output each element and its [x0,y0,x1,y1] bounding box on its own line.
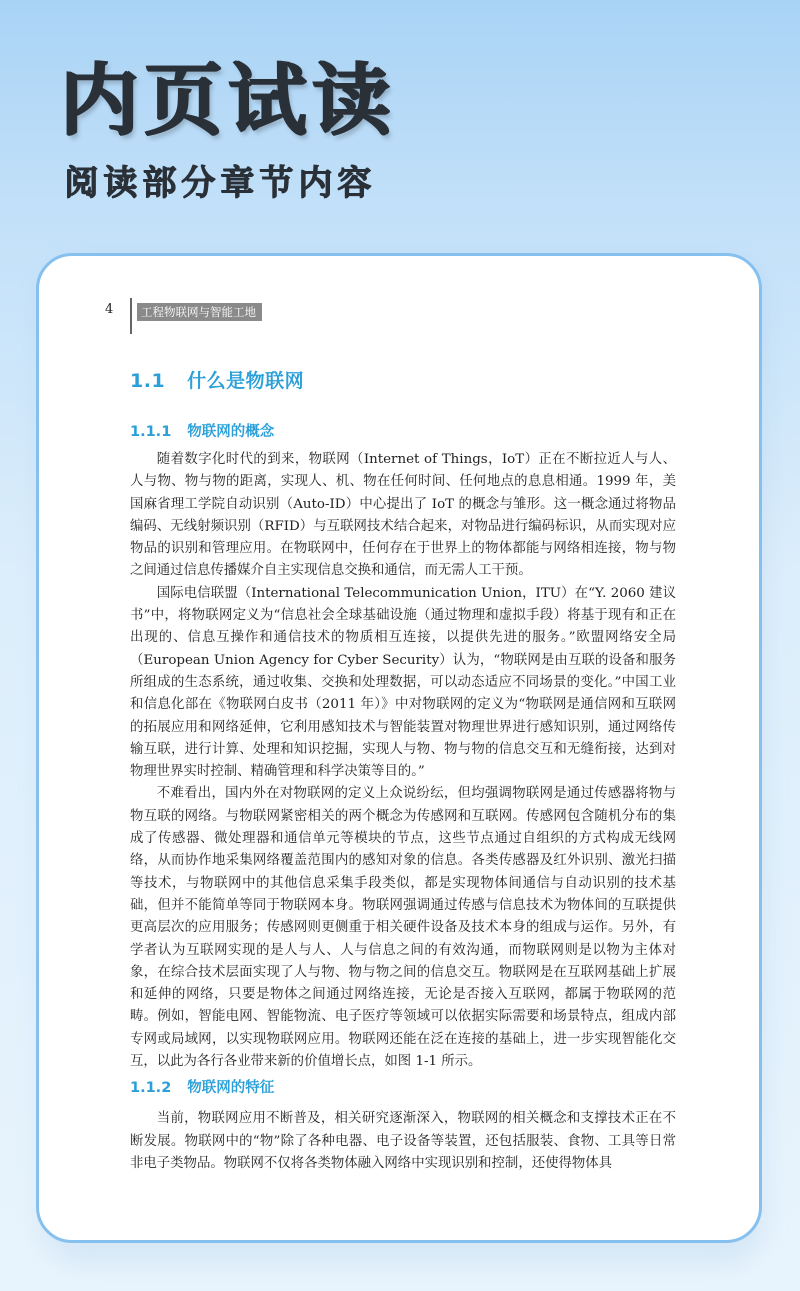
subsection-heading-2 [130,1077,676,1099]
section-number: 1.1 [130,370,166,392]
subsection-number: 1.1.2 [130,1080,172,1097]
paragraph: 不难看出，国内外在对物联网的定义上众说纷纭，但均强调物联网是通过传感器将物与物互联的网络。与物联网紧密相关的两个概念为传感网和互联网。传感网包含随机分布的集成了传感器、微处理器和通信单元等模块的节点，这些节点通过自组织的方式构成无线网络，从而协作地采集网络覆盖范围内的感知对象的信息。各类传感器及红外识别、激光扫描等技术，与物联网中的其他信息采集手段类似，都是实现物体间通信与自动识别的技术基础，但并不能简单等同于物联网本身。物联网强调通过传感与信息技术为物体间的互联提供更高层次的应用服务；传感网则更侧重于相关硬件设备及技术本身的组成与运作。另外，有学者认为互联网实现的是人与人、人与信息之间的有效沟通，而物联网则是以物为主体对象，在综合技术层面实现了人与物、物与物之间的信息交互。物联网是在互联网基础上扩展和延伸的网络，只要是物体之间通过网络连接，无论是否接入互联网，都属于物联网的范畴。例如，智能电网、智能物流、电子医疗等领域可以依据实际需要和场景特点，组成内部专网或局域网，以实现物联网应用。物联网还能在泛在连接的基础上，进一步实现智能化交互，以此为各行各业带来新的价值增长点，如图 1-1 所示。 [130,786,676,1070]
subsection-heading-1 [130,421,676,443]
banner-title: 内页试读 [60,56,397,146]
running-title: 工程物联网与智能工地 [137,303,262,321]
banner-subtitle: 阅读部分章节内容 [64,163,376,203]
page-header [39,256,759,336]
subsection-title: 物联网的概念 [187,424,275,440]
paragraph: 随着数字化时代的到来，物联网（Internet of Things，IoT）正在不断拉近人与人、人与物、物与物的距离，实现人、机、物在任何时间、任何地点的息息相通。1999 年，美国麻省理工学院自动识别（Auto-ID）中心提出了 IoT 的概念与雏形。这一概念通过将物品编码、无线射频识别（RFID）与互联网技术结合起来，对物品进行编码标识，从而实现对应物品的识别和管理应用。在物联网中，任何存在于世界上的物体都能与网络相连接，物与物之间通过信息传播媒介自主实现信息交换和通信，而无需人工干预。 [130,452,676,579]
subsection-number: 1.1.1 [130,424,172,440]
page-number: 4 [105,302,114,317]
page-content [130,368,676,1175]
subsection-title: 物联网的特征 [187,1080,275,1097]
header-divider [130,298,132,334]
book-page-card[interactable] [36,253,762,1243]
paragraph: 当前，物联网应用不断普及，相关研究逐渐深入，物联网的相关概念和支撑技术正在不断发展。物联网中的“物”除了各种电器、电子设备等装置，还包括服装、食物、工具等日常非电子类物品。物联网不仅将各类物体融入网络中实现识别和控制，还使得物体具 [130,1111,676,1171]
section-title: 什么是物联网 [187,370,305,392]
section-heading [130,368,676,394]
paragraph: 国际电信联盟（International Telecommunication Union，ITU）在“Y. 2060 建议书”中，将物联网定义为“信息社会全球基础设施（通过物理和虚拟手段）将基于现有和正在出现的、信息互操作和通信技术的物质相互连接，以提供先进的服务。”欧盟网络安全局（European Union Agency for Cyber Security）认为，“物联网是由互联的设备和服务所组成的生态系统，通过收集、交换和处理数据，可以动态适应不同场景的变化。”中国工业和信息化部在《物联网白皮书（2011 年）》中对物联网的定义为“物联网是通信网和互联网的拓展应用和网络延伸，它利用感知技术与智能装置对物理世界进行感知识别，通过网络传输互联，进行计算、处理和知识挖掘，实现人与物、物与物的信息交互和无缝衔接，达到对物理世界实时控制、精确管理和科学决策等目的。” [130,585,676,780]
